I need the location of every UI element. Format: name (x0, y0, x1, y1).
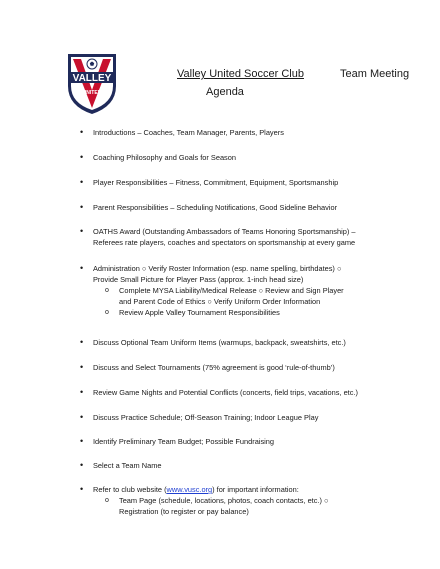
agenda-item-text: Discuss and Select Tournaments (75% agreement is good ‘rule-of-thumb’) (93, 363, 335, 372)
agenda-item (80, 337, 393, 348)
agenda-heading: Agenda (206, 86, 244, 98)
agenda-item-text: Player Responsibilities – Fitness, Commitment, Equipment, Sportsmanship (93, 178, 339, 187)
agenda-item-text: Coaching Philosophy and Goals for Season (93, 153, 236, 162)
club-website-link[interactable]: www.vusc.org (166, 485, 213, 494)
agenda-item (80, 127, 393, 138)
agenda-item-text: Referees rate players, coaches and spectators on sportsmanship at every game (93, 238, 356, 247)
bullet-icon: • (80, 263, 84, 273)
website-suffix: ) for important information: (212, 485, 299, 494)
agenda-item (80, 202, 393, 213)
agenda-item-text: Discuss Practice Schedule; Off-Season Training; Indoor League Play (93, 413, 319, 422)
sub-bullet-icon: o (105, 497, 109, 504)
sub-item (93, 285, 393, 307)
bullet-icon: • (80, 362, 84, 372)
agenda-item-text: Parent Responsibilities – Scheduling Notifications, Good Sideline Behavior (93, 203, 338, 212)
agenda-item-text: Administration ○ Verify Roster Information (esp. name spelling, birthdates) ○ (93, 264, 342, 273)
sub-item-text: and Parent Code of Ethics ○ Verify Uniform Order Information (119, 297, 321, 306)
bullet-icon: • (80, 484, 84, 494)
bullet-icon: • (80, 177, 84, 187)
sub-bullet-icon: o (105, 287, 109, 294)
sub-item (93, 495, 393, 517)
valley-united-logo (66, 50, 118, 116)
agenda-item-website (80, 484, 393, 517)
agenda-item (80, 177, 393, 188)
club-name: Valley United Soccer Club (177, 68, 304, 80)
bullet-icon: • (80, 436, 84, 446)
logo-text-bottom: UNITED (82, 90, 102, 96)
meeting-title: Team Meeting (340, 68, 410, 80)
agenda-item (80, 412, 393, 423)
agenda-item-text: Discuss Optional Team Uniform Items (warmups, backpack, sweatshirts, etc.) (93, 338, 346, 347)
agenda-item (80, 436, 393, 447)
website-prefix: Refer to club website ( (93, 485, 167, 494)
bullet-icon: • (80, 337, 84, 347)
sub-item-text: Complete MYSA Liability/Medical Release ○ Review and Sign Player (119, 286, 344, 295)
bullet-icon: • (80, 226, 84, 236)
bullet-icon: • (80, 460, 84, 470)
bullet-icon: • (80, 387, 84, 397)
agenda-item (80, 152, 393, 163)
agenda-item (80, 226, 393, 248)
logo-text-top: VALLEY (72, 73, 112, 84)
bullet-icon: • (80, 152, 84, 162)
agenda-item-text: OATHS Award (Outstanding Ambassadors of Teams Honoring Sportsmanship) – (93, 227, 356, 236)
agenda-item-text: Provide Small Picture for Player Pass (approx. 1-inch head size) (93, 275, 304, 284)
sub-bullet-icon: o (105, 309, 109, 316)
bullet-icon: • (80, 127, 84, 137)
sub-item-text: Review Apple Valley Tournament Responsibilities (119, 308, 280, 317)
bullet-icon: • (80, 412, 84, 422)
website-line (93, 484, 393, 495)
agenda-item-text: Identify Preliminary Team Budget; Possible Fundraising (93, 437, 275, 446)
agenda-item (80, 460, 393, 471)
agenda-item-text: Review Game Nights and Potential Conflicts (concerts, field trips, vacations, etc.) (93, 388, 358, 397)
agenda-item-text: Select a Team Name (93, 461, 162, 470)
sub-item (93, 307, 393, 318)
club-title (177, 68, 304, 80)
agenda-item (80, 263, 393, 318)
agenda-item (80, 387, 393, 398)
sub-item-text: Team Page (schedule, locations, photos, coach contacts, etc.) ○ (119, 496, 329, 505)
sub-item-text: Registration (to register or pay balance) (119, 507, 249, 516)
bullet-icon: • (80, 202, 84, 212)
agenda-item-text: Introductions – Coaches, Team Manager, Parents, Players (93, 128, 284, 137)
agenda-item (80, 362, 393, 373)
